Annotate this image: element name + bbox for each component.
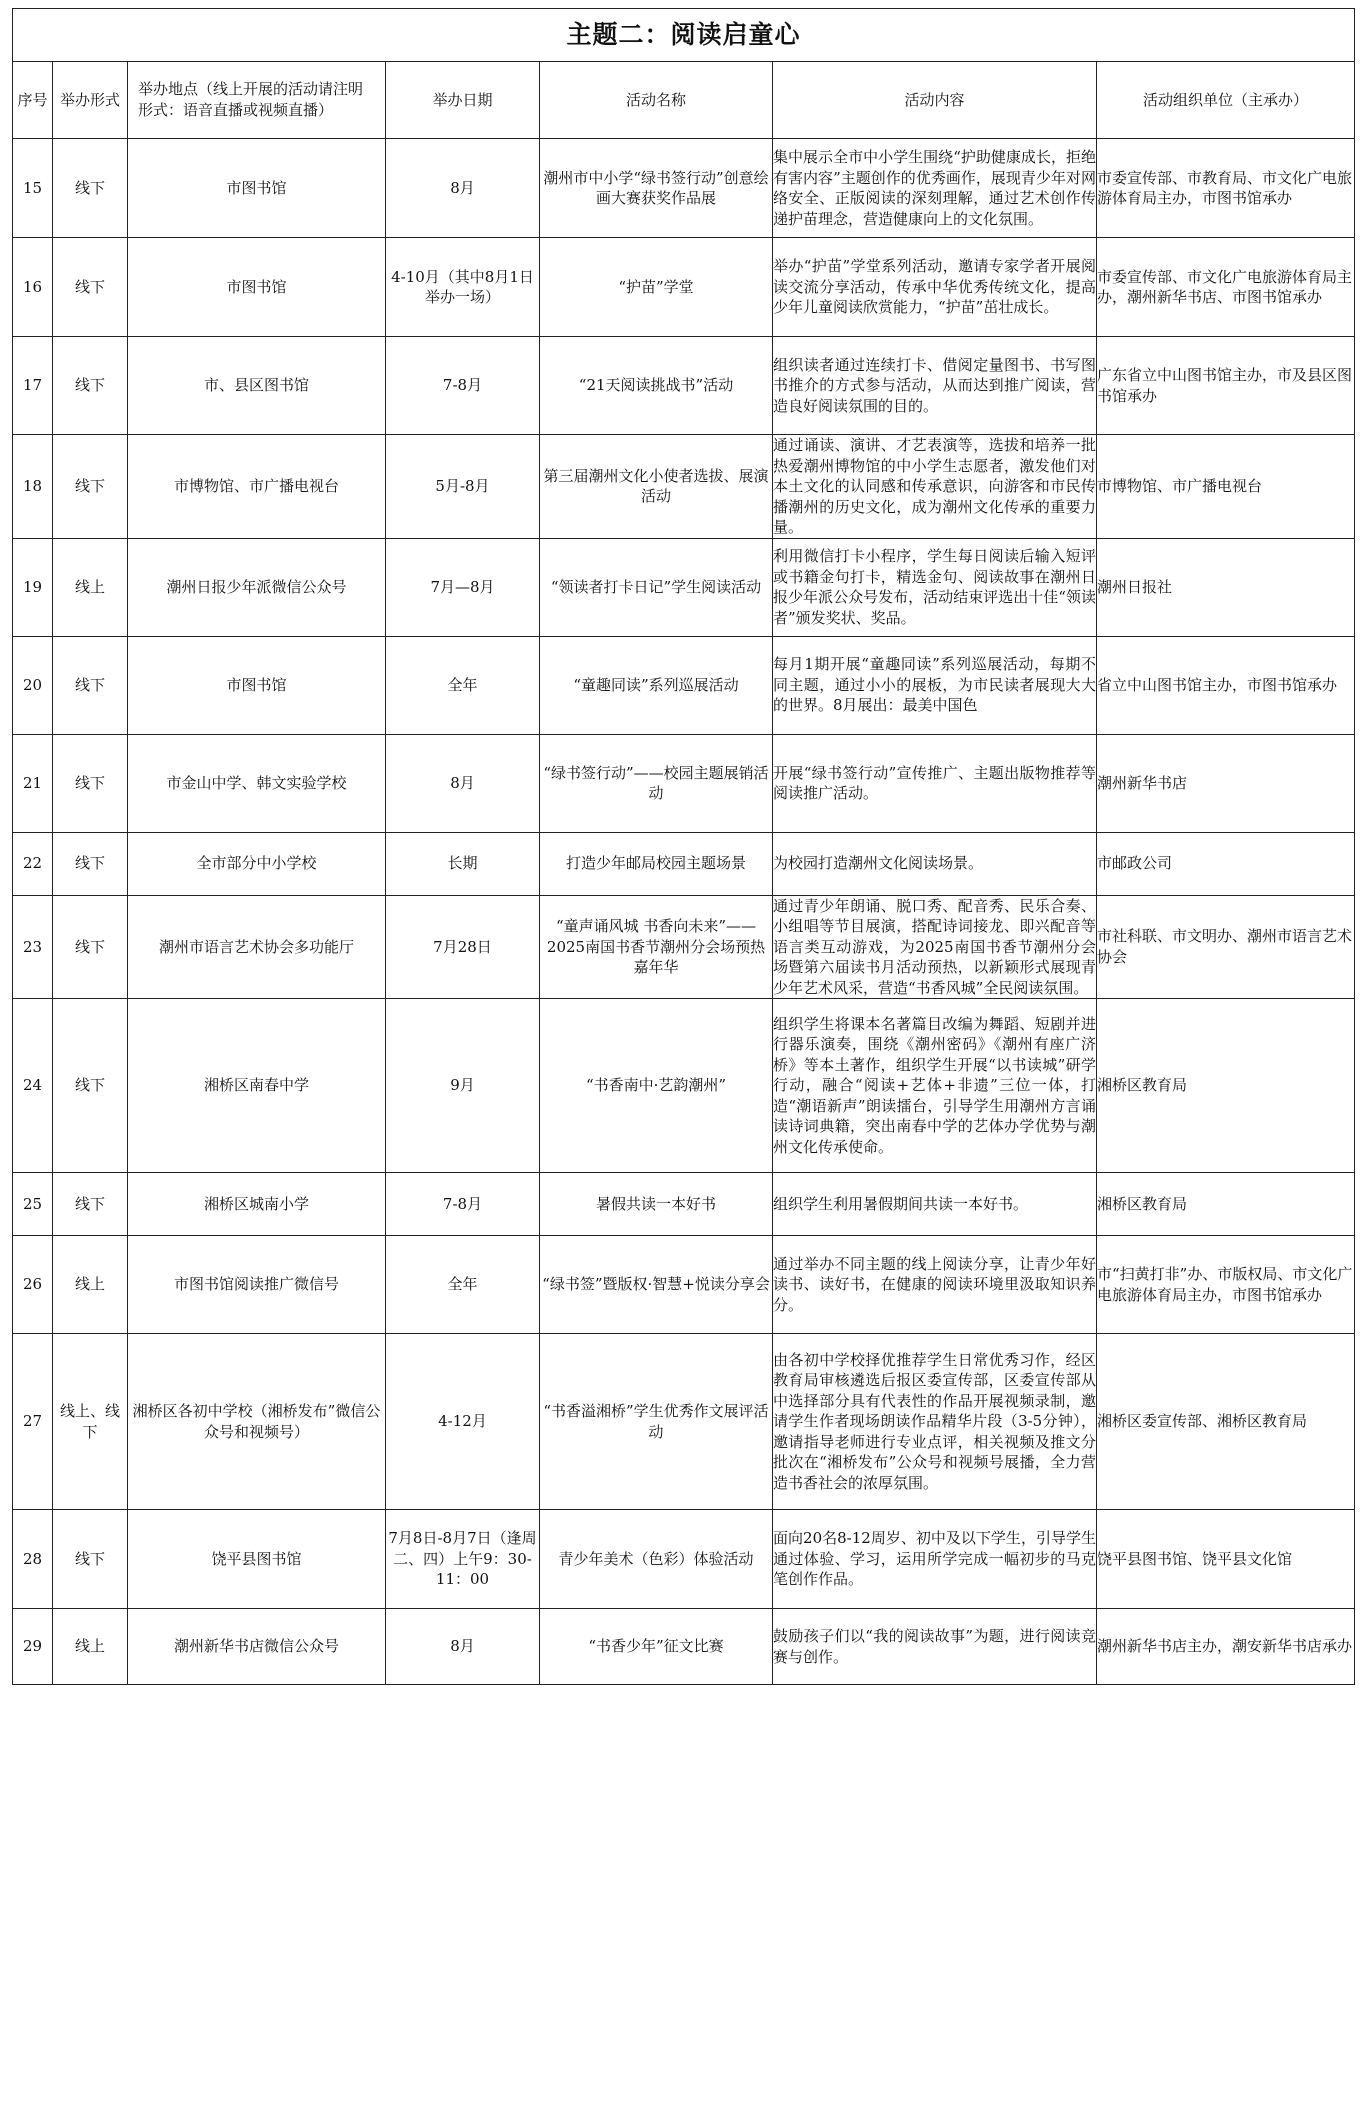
row-form: 线下 [53, 832, 128, 895]
row-activity-name: “领读者打卡日记”学生阅读活动 [540, 538, 773, 636]
row-activity-content: 举办“护苗”学堂系列活动，邀请专家学者开展阅读交流分享活动，传承中华优秀传统文化，提高少年儿童阅读欣赏能力，“护苗”茁壮成长。 [773, 238, 1097, 337]
row-form: 线上 [53, 538, 128, 636]
row-organizer: 湘桥区委宣传部、湘桥区教育局 [1097, 1334, 1355, 1510]
row-date: 9月 [386, 999, 540, 1173]
row-place: 市、县区图书馆 [128, 337, 386, 435]
table-row [13, 1609, 1355, 1685]
row-place: 市金山中学、韩文实验学校 [128, 734, 386, 832]
document-page [12, 8, 1354, 1685]
row-place: 全市部分中小学校 [128, 832, 386, 895]
col-header-date: 举办日期 [386, 62, 540, 139]
table-row [13, 538, 1355, 636]
row-activity-content: 通过诵读、演讲、才艺表演等，选拔和培养一批热爱潮州博物馆的中小学生志愿者，激发他们对本土文化的认同感和传承意识，向游客和市民传播潮州的历史文化，成为潮州文化传承的重要力量。 [773, 436, 1096, 536]
table-row [13, 734, 1355, 832]
row-organizer: 市社科联、市文明办、潮州市语言艺术协会 [1097, 895, 1355, 999]
table-row [13, 636, 1355, 734]
row-activity-name: “书香南中·艺韵潮州” [540, 999, 773, 1173]
header-row [13, 62, 1355, 139]
row-activity-content: 组织学生利用暑假期间共读一本好书。 [773, 1173, 1097, 1236]
row-activity-name: “护苗”学堂 [540, 238, 773, 337]
row-activity-name: 暑假共读一本好书 [540, 1173, 773, 1236]
row-activity-content: 通过青少年朗诵、脱口秀、配音秀、民乐合奏、小组唱等节目展演，搭配诗词接龙、即兴配音等语言类互动游戏，为2025南国书香节潮州分会场暨第六届读书月活动预热，以新颖形式展现青少年艺术风采，营造“书香风城”全民阅读氛围。 [773, 896, 1096, 997]
row-place: 潮州市语言艺术协会多功能厅 [128, 895, 386, 999]
row-place: 潮州新华书店微信公众号 [128, 1609, 386, 1685]
table-title: 主题二：阅读启童心 [13, 9, 1355, 62]
row-place: 饶平县图书馆 [128, 1510, 386, 1609]
row-activity-content: 组织学生将课本名著篇目改编为舞蹈、短剧并进行器乐演奏，围绕《潮州密码》《潮州有座广济桥》等本土著作，组织学生开展“以书读城”研学行动，融合“阅读+艺体+非遗”三位一体，打造“潮语新声”朗读擂台，引导学生用潮州方言诵读诗词典籍，突出南春中学的艺体办学优势与潮州文化传承使命。 [773, 999, 1097, 1173]
row-activity-name: 第三届潮州文化小使者选拔、展演活动 [540, 435, 773, 539]
row-date: 5月-8月 [386, 435, 540, 539]
row-form: 线下 [53, 238, 128, 337]
row-number: 21 [13, 734, 53, 832]
row-organizer: 广东省立中山图书馆主办，市及县区图书馆承办 [1097, 337, 1355, 435]
row-activity-content: 集中展示全市中小学生围绕“护助健康成长，拒绝有害内容”主题创作的优秀画作，展现青少年对网络安全、正版阅读的深刻理解，通过艺术创作传递护苗理念，营造健康向上的文化氛围。 [773, 139, 1097, 238]
table-row [13, 999, 1355, 1173]
row-activity-name: “21天阅读挑战书”活动 [540, 337, 773, 435]
row-place: 市图书馆 [128, 139, 386, 238]
row-activity-name: “童趣同读”系列巡展活动 [540, 636, 773, 734]
row-form: 线下 [53, 435, 128, 539]
row-date: 全年 [386, 1236, 540, 1334]
col-header-form: 举办形式 [53, 62, 128, 139]
row-number: 16 [13, 238, 53, 337]
row-date: 7月28日 [386, 895, 540, 999]
table-row [13, 1173, 1355, 1236]
row-number: 15 [13, 139, 53, 238]
row-place: 湘桥区各初中学校（湘桥发布”微信公众号和视频号） [128, 1334, 386, 1510]
row-date: 长期 [386, 832, 540, 895]
activity-table [12, 8, 1355, 1685]
row-number: 23 [13, 895, 53, 999]
row-organizer: 市“扫黄打非”办、市版权局、市文化广电旅游体育局主办，市图书馆承办 [1097, 1236, 1355, 1334]
table-row [13, 832, 1355, 895]
row-form: 线下 [53, 1173, 128, 1236]
row-date: 4-12月 [386, 1334, 540, 1510]
row-activity-content: 每月1期开展“童趣同读”系列巡展活动，每期不同主题，通过小小的展板，为市民读者展现大大的世界。8月展出：最美中国色 [773, 636, 1097, 734]
row-activity-content: 为校园打造潮州文化阅读场景。 [773, 832, 1097, 895]
col-header-no: 序号 [13, 62, 53, 139]
table-row [13, 238, 1355, 337]
row-number: 27 [13, 1334, 53, 1510]
row-organizer: 潮州新华书店主办，潮安新华书店承办 [1097, 1609, 1355, 1685]
row-activity-content: 鼓励孩子们以“我的阅读故事”为题，进行阅读竞赛与创作。 [773, 1609, 1097, 1685]
row-organizer: 市委宣传部、市教育局、市文化广电旅游体育局主办，市图书馆承办 [1097, 139, 1355, 238]
row-date: 7-8月 [386, 337, 540, 435]
col-header-name: 活动名称 [540, 62, 773, 139]
row-organizer: 市委宣传部、市文化广电旅游体育局主办，潮州新华书店、市图书馆承办 [1097, 238, 1355, 337]
row-activity-name: 打造少年邮局校园主题场景 [540, 832, 773, 895]
row-date: 7月8日-8月7日（逢周二、四）上午9：30-11：00 [386, 1510, 540, 1609]
row-organizer: 湘桥区教育局 [1097, 999, 1355, 1173]
row-place: 潮州日报少年派微信公众号 [128, 538, 386, 636]
table-row [13, 1334, 1355, 1510]
table-row [13, 337, 1355, 435]
row-activity-name: “绿书签行动”——校园主题展销活动 [540, 734, 773, 832]
row-activity-name: 潮州市中小学“绿书签行动”创意绘画大赛获奖作品展 [540, 139, 773, 238]
row-place: 市图书馆阅读推广微信号 [128, 1236, 386, 1334]
row-activity-content: 组织读者通过连续打卡、借阅定量图书、书写图书推介的方式参与活动，从而达到推广阅读，营造良好阅读氛围的目的。 [773, 337, 1097, 435]
table-row [13, 1510, 1355, 1609]
row-activity-content: 通过举办不同主题的线上阅读分享，让青少年好读书、读好书，在健康的阅读环境里汲取知识养分。 [773, 1236, 1097, 1334]
row-date: 8月 [386, 734, 540, 832]
table-row [13, 895, 1355, 999]
row-number: 25 [13, 1173, 53, 1236]
col-header-place: 举办地点（线上开展的活动请注明形式：语音直播或视频直播） [128, 62, 386, 139]
row-number: 17 [13, 337, 53, 435]
row-activity-content: 开展“绿书签行动”宣传推广、主题出版物推荐等阅读推广活动。 [773, 734, 1097, 832]
row-place: 湘桥区南春中学 [128, 999, 386, 1173]
row-form: 线上 [53, 1236, 128, 1334]
row-organizer: 潮州新华书店 [1097, 734, 1355, 832]
row-form: 线下 [53, 139, 128, 238]
row-form: 线下 [53, 734, 128, 832]
row-number: 20 [13, 636, 53, 734]
row-place: 市图书馆 [128, 238, 386, 337]
row-number: 26 [13, 1236, 53, 1334]
row-form: 线上、线下 [53, 1334, 128, 1510]
row-date: 8月 [386, 139, 540, 238]
row-organizer: 潮州日报社 [1097, 538, 1355, 636]
row-activity-content: 利用微信打卡小程序，学生每日阅读后输入短评或书籍金句打卡，精选金句、阅读故事在潮州日报少年派公众号发布，活动结束评选出十佳“领读者”颁发奖状、奖品。 [773, 538, 1097, 636]
table-row [13, 435, 1355, 539]
row-number: 18 [13, 435, 53, 539]
row-place: 市博物馆、市广播电视台 [128, 435, 386, 539]
row-form: 线下 [53, 895, 128, 999]
row-number: 19 [13, 538, 53, 636]
row-organizer: 饶平县图书馆、饶平县文化馆 [1097, 1510, 1355, 1609]
row-place: 市图书馆 [128, 636, 386, 734]
row-organizer: 湘桥区教育局 [1097, 1173, 1355, 1236]
row-number: 28 [13, 1510, 53, 1609]
row-activity-name: “书香少年”征文比赛 [540, 1609, 773, 1685]
row-place: 湘桥区城南小学 [128, 1173, 386, 1236]
row-organizer: 市博物馆、市广播电视台 [1097, 435, 1355, 539]
row-form: 线下 [53, 337, 128, 435]
row-date: 全年 [386, 636, 540, 734]
row-activity-content: 面向20名8-12周岁、初中及以下学生，引导学生通过体验、学习，运用所学完成一幅初步的马克笔创作作品。 [773, 1510, 1097, 1609]
row-date: 7-8月 [386, 1173, 540, 1236]
row-number: 29 [13, 1609, 53, 1685]
row-number: 22 [13, 832, 53, 895]
row-activity-name: “童声诵风城 书香向未来”——2025南国书香节潮州分会场预热嘉年华 [540, 895, 773, 999]
row-form: 线上 [53, 1609, 128, 1685]
table-row [13, 139, 1355, 238]
row-activity-name: 青少年美术（色彩）体验活动 [540, 1510, 773, 1609]
row-activity-name: “书香溢湘桥”学生优秀作文展评活动 [540, 1334, 773, 1510]
row-date: 4-10月（其中8月1日举办一场） [386, 238, 540, 337]
col-header-content: 活动内容 [773, 62, 1097, 139]
row-number: 24 [13, 999, 53, 1173]
col-header-org: 活动组织单位（主承办） [1097, 62, 1355, 139]
row-activity-content: 由各初中学校择优推荐学生日常优秀习作，经区教育局审核遴选后报区委宣传部，区委宣传部从中选择部分具有代表性的作品开展视频录制，邀请学生作者现场朗读作品精华片段（3-5分钟），邀请指导老师进行专业点评，相关视频及推文分批次在“湘桥发布”公众号和视频号展播，全力营造书香社会的浓厚氛围。 [773, 1334, 1097, 1510]
row-activity-name: “绿书签”暨版权·智慧+悦读分享会 [540, 1236, 773, 1334]
table-row [13, 1236, 1355, 1334]
row-form: 线下 [53, 1510, 128, 1609]
row-date: 8月 [386, 1609, 540, 1685]
row-form: 线下 [53, 636, 128, 734]
row-form: 线下 [53, 999, 128, 1173]
row-organizer: 省立中山图书馆主办，市图书馆承办 [1097, 636, 1355, 734]
row-organizer: 市邮政公司 [1097, 832, 1355, 895]
row-date: 7月—8月 [386, 538, 540, 636]
